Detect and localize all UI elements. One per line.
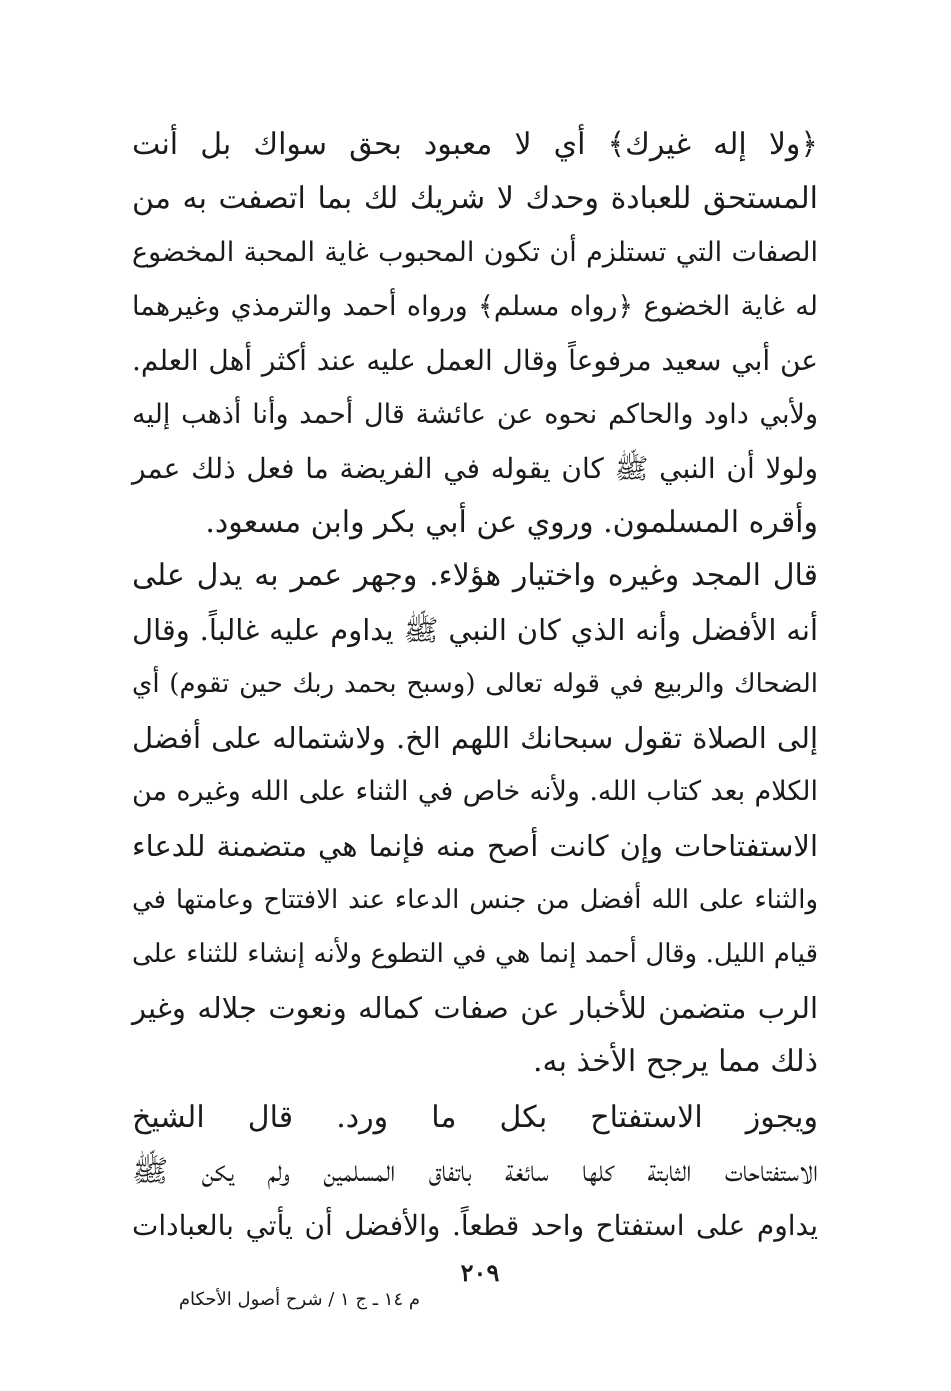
text-line: قال المجد وغيره واختيار هؤلاء. وجهر عمر به يدل على — [132, 558, 818, 593]
text-line: قيام الليل. وقال أحمد إنما هي في التطوع ولأنه إنشاء للثناء على — [132, 939, 818, 969]
text-line: أنه الأفضل وأنه الذي كان النبي ﷺ يداوم عليه غالباً. وقال — [132, 613, 818, 647]
printer-signature: م ١٤ ـ ج ١ / شرح أصول الأحكام — [178, 1289, 420, 1310]
text-line: الرب متضمن للأخبار عن صفات كماله ونعوت جلاله وغير — [132, 991, 818, 1025]
text-line: والثناء على الله أفضل من جنس الدعاء عند الافتتاح وعامتها في — [132, 885, 818, 915]
text-line: ﴿ولا إله غيرك﴾ أي لا معبود بحق سواك بل أنت — [132, 127, 818, 162]
text-line: وأقره المسلمون. وروي عن أبي بكر وابن مسعود. — [205, 505, 818, 540]
text-line: المستحق للعبادة وحدك لا شريك لك بما اتصفت به من — [132, 181, 818, 216]
text-line: يداوم على استفتاح واحد قطعاً. والأفضل أن يأتي بالعبادات — [132, 1209, 818, 1242]
text-line: له غاية الخضوع ﴿رواه مسلم﴾ ورواه أحمد والترمذي وغيرهما — [132, 291, 818, 322]
text-line: ولأبي داود والحاكم نحوه عن عائشة قال أحمد وأنا أذهب إليه — [132, 399, 818, 430]
page-number: ٢٠٩ — [460, 1258, 500, 1287]
text-line: ذلك مما يرجح الأخذ به. — [533, 1044, 818, 1079]
paragraph-1 — [132, 118, 818, 550]
text-line: ويجوز الاستفتاح بكل ما ورد. قال الشيخ — [132, 1100, 818, 1135]
text-line: الكلام بعد كتاب الله. ولأنه خاص في الثناء على الله وغيره من — [132, 776, 818, 807]
paragraph-2 — [132, 549, 818, 1089]
text-line: الضحاك والربيع في قوله تعالى (وسبح بحمد ربك حين تقوم) أي — [132, 669, 818, 699]
text-line: الاستفتاحات الثابتة كلها سائغة باتفاق المسلمين ولم يكن ﷺ — [132, 1154, 818, 1189]
text-line: عن أبي سعيد مرفوعاً وقال العمل عليه عند أكثر أهل العلم. — [132, 344, 818, 377]
text-line: الاستفتاحات وإن كانت أصح منه فإنما هي متضمنة للدعاء — [132, 829, 818, 863]
text-line: الصفات التي تستلزم أن تكون المحبوب غاية المحبة المخضوع — [132, 237, 818, 268]
paragraph-3 — [132, 1091, 818, 1253]
text-line: إلى الصلاة تقول سبحانك اللهم الخ. ولاشتماله على أفضل — [132, 721, 818, 755]
text-line: ولولا أن النبي ﷺ كان يقوله في الفريضة ما فعل ذلك عمر — [132, 452, 818, 485]
